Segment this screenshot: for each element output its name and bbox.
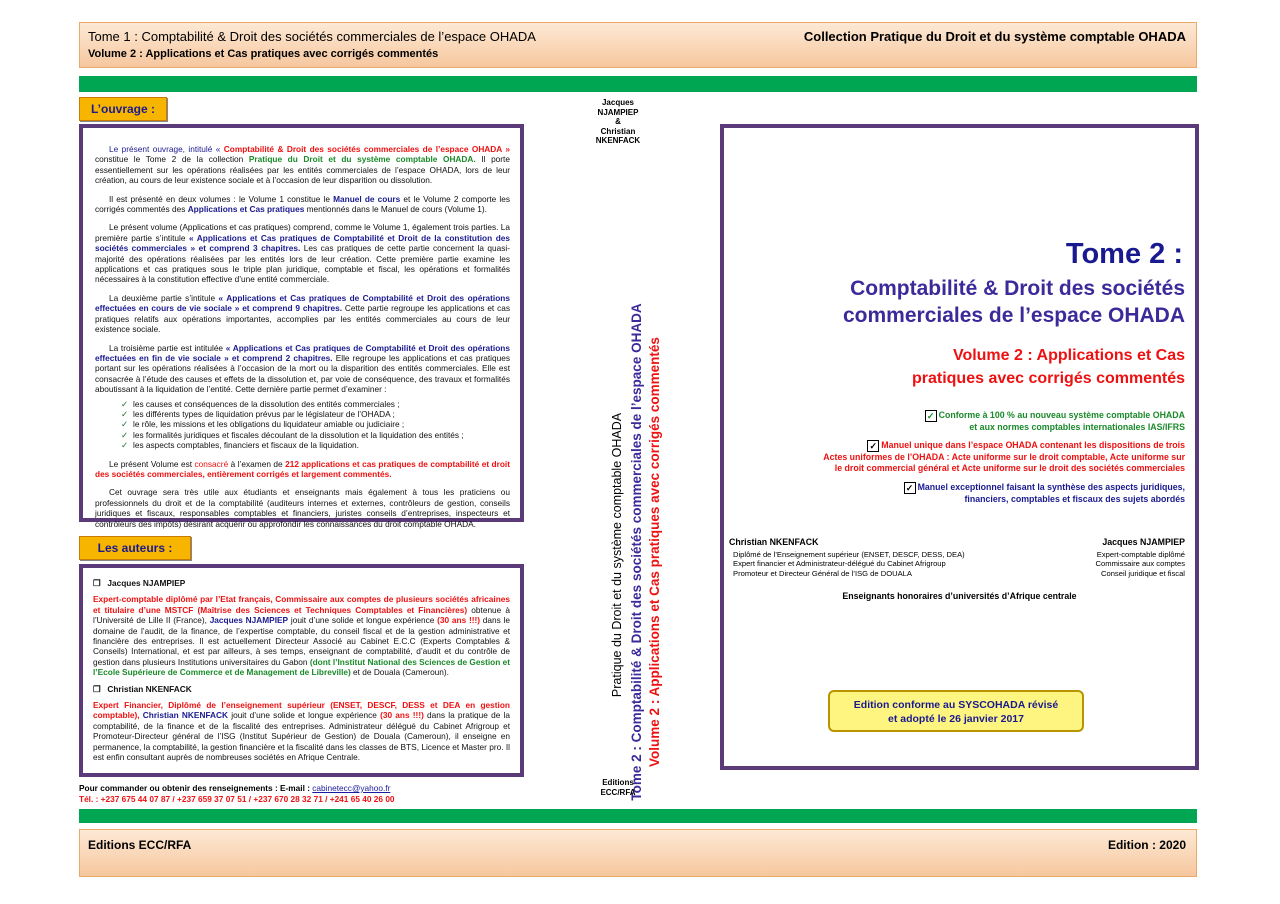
feature-1: ✓ Conforme à 100 % au nouveau système comptable OHADA et aux normes comptables internationales IAS/IFRS xyxy=(735,410,1185,433)
front-cover xyxy=(720,124,1199,770)
cover-volume: Volume 2 : Applications et Cas pratiques avec corrigés commentés xyxy=(911,347,1185,387)
cover-title: Comptabilité & Droit des sociétés commerciales de l’espace OHADA xyxy=(843,277,1185,327)
header-collection: Collection Pratique du Droit et du système comptable OHADA xyxy=(803,29,1186,44)
cover-tome: Tome 2 : xyxy=(1065,238,1183,270)
footer-box xyxy=(79,829,1197,877)
ouvrage-text: Le présent ouvrage, intitulé « Comptabilité & Droit des sociétés commerciales de l’espace OHADA » constitue le Tome 2 de la collection Pratique du Droit et du système comptable OHADA. Il porte essentiellement sur les opérations réalisées par les entités commerciales de l’espace OHADA, lors de leur création, au cours de leur existence sociale et à l’occasion de leur disparition ou dissolution. Il est présenté en deux volumes : le Volume 1 constitue le Manuel de cours et le Volume 2 comporte les corrigés commentés des Applications et Cas pratiques mentionnés dans le Manuel de cours (Volume 1). Le présent volume (Applications et cas pratiques) comprend, comme le Volume 1, également trois parties. La première partie s’intitule « Applications et Cas pratiques de Comptabilité et Droit de la constitution des sociétés commerciales » et comprend 3 chapitres. Les cas pratiques de cette partie concernent la quasi-majorité des opérations réalisées par les entités lors de leur création. Cette première partie examine les applications et cas pratiques sous le triple plan juridique, comptable et fiscal, les opérations et formalités nécessaires à la constitution effective d’une entité commerciale. La deuxième partie s’intitule « Applications et Cas pratiques de Comptabilité et Droit des opérations effectuées en cours de vie sociale » et comprend 9 chapitres. Cette partie regroupe les applications et cas pratiques relatifs aux opérations importantes, accomplies par les entités commerciales au cours de leur existence sociale. La troisième partie est intitulée « Applications et Cas pratiques de Comptabilité et Droit des opérations effectuées en fin de vie sociale » et comprend 2 chapitres. Elle regroupe les applications et cas pratiques portant sur les opérations réalisées à l’occasion de la mort ou la disparition des entités commerciales. Elle est consacrée à l’étude des causes et effets de la dissolution et, par voie de conséquence, des travaux et formalités aboutissant à la liquidation de l’entité. Cette dernière partie permet d’examiner : ✓ les causes et conséquences de la dissolution des entités commerciales ; ✓ les différents types de liquidation prévus par le législateur de l’OHADA ; ✓ le rôle, les missions et les obligations du liquidateur amiable ou judiciaire ; ✓ les formalités juridiques et fiscales découlant de la dissolution et la liquidation des entités ; ✓ les aspects comptables, financiers et fiscaux de la liquidation. Le présent Volume est consacré à l’examen de 212 applications et cas pratiques de comptabilité et droit des sociétés commerciales, entièrement corrigés et largement commentés. Cet ouvrage sera très utile aux étudiants et enseignants mais également à tous les praticiens ou professionnels du droit et de la comptabilité (auditeurs internes et externes, contrôleurs de gestion, conseils juridiques et fiscaux, responsables comptables et financiers, juristes conseils d’entreprises, inspecteurs et contrôleurs des impôts) désirant acquérir ou approfondir les connaissances du droit comptable OHADA. xyxy=(95,144,510,529)
header-tome-line: Tome 1 : Comptabilité & Droit des sociétés commerciales de l’espace OHADA xyxy=(88,29,536,44)
checkbox-icon: ✓ xyxy=(925,410,937,422)
spine-authors: Jacques NJAMPIEP & Christian NKENFACK xyxy=(595,98,641,145)
spine-collection: Pratique du Droit et du système comptable OHADA xyxy=(610,412,624,698)
spine-publisher: Editions ECC/RFA xyxy=(600,778,636,797)
checkbox-icon: ✓ xyxy=(867,440,879,452)
checkbox-icon: ✓ xyxy=(904,482,916,494)
feature-3: ✓ Manuel exceptionnel faisant la synthèse des aspects juridiques, financiers, comptables et fiscaux des sujets abordés xyxy=(735,482,1185,505)
auteurs-text: ❐ Jacques NJAMPIEP Expert-comptable diplômé par l’Etat français, Commissaire aux comptes de plusieurs sociétés africaines et titulaire d’une MSTCF (Maîtrise des Sciences et Techniques Comptables et Financières) obtenue à l’Université de Lille II (France), Jacques NJAMPIEP jouit d’une solide et longue expérience (30 ans !!!) dans le domaine de l’audit, de la finance, de l’expertise comptable, du conseil fiscal et de la gestion administrative et financière des entreprises. Il est actuellement Directeur Associé au Cabinet E.C.C (Experts Comptables & Conseils) International, et est par ailleurs, à ses temps, enseignant de comptabilité, d’audit et du contrôle de gestion dans plusieurs Institutions universitaires du Gabon (dont l’Institut National des Sciences de Gestion et l’Ecole Supérieure de Commerce et de Management de Libreville) et de Douala (Cameroun). ❐ Christian NKENFACK Expert Financier, Diplômé de l’enseignement supérieur (ENSET, DESCF, DESS et DEA en gestion comptable), Christian NKENFACK jouit d’une solide et longue expérience (30 ans !!!) dans la pratique de la comptabilité, de la finance et de la fiscalité des entreprises. Administrateur délégué du Cabinet Afrigroup et Promoteur-Directeur général de l’ISG (Institut Supérieur de Gestion) de Douala (Cameroun), il enseigne en permanence, la comptabilité, la gestion financière et la fiscalité dans les classes de BTS, Licence et Master pro. Il est enfin consultant auprès de nombreuses sociétés en Afrique Centrale. xyxy=(93,578,511,763)
ouvrage-label: L’ouvrage : xyxy=(79,97,167,121)
auteurs-label: Les auteurs : xyxy=(79,536,191,560)
cover-author-right: Jacques NJAMPIEP Expert-comptable diplômé Commissaire aux comptes Conseil juridique et fiscal xyxy=(1095,537,1185,578)
feature-2: ✓ Manuel unique dans l’espace OHADA contenant les dispositions de trois Actes uniformes de l’OHADA : Acte uniforme sur le droit comptable, Acte uniforme sur le droit commercial général et Acte uniforme sur le droit des sociétés commerciales xyxy=(823,440,1185,473)
footer-edition: Edition : 2020 xyxy=(1107,838,1186,852)
liquidation-list xyxy=(121,399,510,451)
cover-honoraires: Enseignants honoraires d’universités d’Afrique centrale xyxy=(842,591,1077,601)
phone-numbers: Tél. : +237 675 44 07 87 / +237 659 37 07 51 / +237 670 28 32 71 / +241 65 40 26 00 xyxy=(79,794,395,804)
footer-publisher: Editions ECC/RFA xyxy=(88,838,192,852)
email-link[interactable]: cabinetecc@yahoo.fr xyxy=(312,783,391,793)
edition-conformity-badge: Edition conforme au SYSCOHADA révisé et adopté le 26 janvier 2017 xyxy=(828,690,1084,732)
cover-author-left: Christian NKENFACK Diplômé de l’Enseignement supérieur (ENSET, DESCF, DESS, DEA) Expert financier et Administrateur-délégué du Cabinet Afrigroup Promoteur et Directeur Général de l’ISG de DOUALA xyxy=(729,537,965,578)
auteurs-frame xyxy=(79,564,524,777)
author-2-heading: ❐ Christian NKENFACK xyxy=(93,683,192,694)
bottom-green-bar xyxy=(79,809,1197,823)
list-item: ✓ les différents types de liquidation prévus par le législateur de l’OHADA ; xyxy=(121,409,510,419)
author-1-heading: ❐ Jacques NJAMPIEP xyxy=(93,578,186,588)
header-volume-line: Volume 2 : Applications et Cas pratiques avec corrigés commentés xyxy=(88,48,439,60)
list-item: ✓ les formalités juridiques et fiscales découlant de la dissolution et la liquidation des entités ; xyxy=(121,430,510,440)
list-item: ✓ les causes et conséquences de la dissolution des entités commerciales ; xyxy=(121,399,510,409)
spine xyxy=(548,98,688,803)
list-item: ✓ les aspects comptables, financiers et fiscaux de la liquidation. xyxy=(121,440,510,450)
top-green-bar xyxy=(79,76,1197,92)
header-box xyxy=(79,22,1197,68)
spine-volume: Volume 2 : Applications et Cas pratiques avec corrigés commentés xyxy=(647,337,662,767)
spine-tome: Tome 2 : Comptabilité & Droit des sociétés commerciales de l’espace OHADA xyxy=(629,303,644,801)
list-item: ✓ le rôle, les missions et les obligations du liquidateur amiable ou judiciaire ; xyxy=(121,419,510,429)
ouvrage-frame xyxy=(79,124,524,529)
order-info: Pour commander ou obtenir des renseignements : E-mail : cabinetecc@yahoo.fr Tél. : +237 675 44 07 87 / +237 659 37 07 51 / +237 670 28 32 71 / +241 65 40 26 00 xyxy=(79,783,549,805)
